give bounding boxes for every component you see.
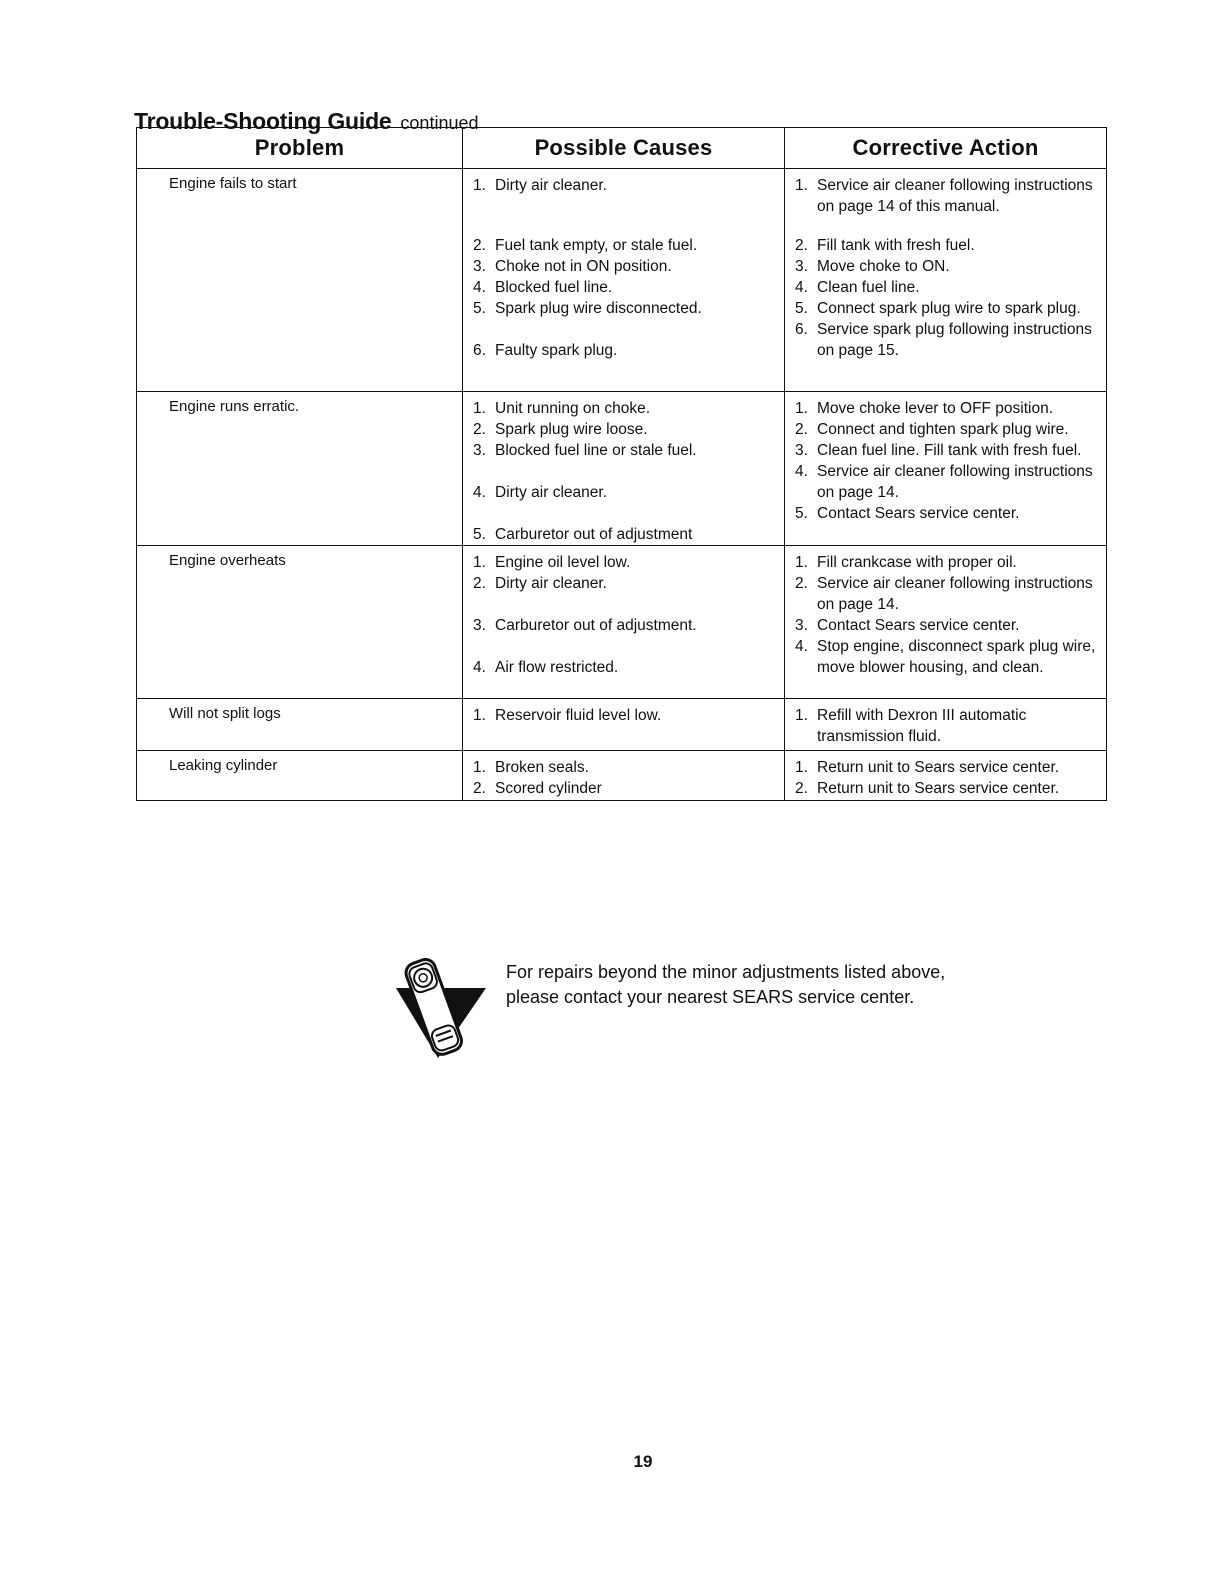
list-item: 3. Move choke to ON. [795, 258, 950, 275]
actions-cell [785, 699, 1107, 751]
list-item: 1. Unit running on choke. [473, 400, 651, 417]
actions-cell [785, 546, 1107, 699]
page-number: 19 [633, 1452, 653, 1471]
list-item: 1. Broken seals. [473, 759, 589, 776]
note-line-1: For repairs beyond the minor adjustments listed above, [506, 962, 946, 982]
causes-cell [463, 751, 785, 801]
list-item: 1. Reservoir fluid level low. [473, 707, 662, 724]
list-item: 4. Dirty air cleaner. [473, 484, 607, 501]
note-line-2: please contact your nearest SEARS service center. [506, 987, 915, 1007]
list-item: 4. Air flow restricted. [473, 659, 619, 676]
list-item: 2. Fuel tank empty, or stale fuel. [473, 237, 698, 254]
list-item: 1. Move choke lever to OFF position. [795, 400, 1054, 417]
actions-cell [785, 392, 1107, 546]
actions-cell [785, 751, 1107, 801]
telephone-handset-icon [392, 950, 492, 1070]
list-item: 4. Clean fuel line. [795, 279, 920, 296]
actions-cell [785, 169, 1107, 392]
list-item: 2. Service air cleaner following instructions on page 14. [795, 575, 1093, 613]
causes-cell [463, 699, 785, 751]
list-item: 4. Blocked fuel line. [473, 279, 613, 296]
causes-cell [463, 392, 785, 546]
list-item: 3. Blocked fuel line or stale fuel. [473, 442, 697, 459]
list-item: 1. Fill crankcase with proper oil. [795, 554, 1017, 571]
troubleshooting-table [136, 127, 1107, 801]
list-item: 2. Dirty air cleaner. [473, 575, 607, 592]
title-main: Trouble-Shooting Guide [134, 108, 392, 134]
list-item: 2. Scored cylinder [473, 780, 602, 797]
list-item: 1. Service air cleaner following instructions on page 14 of this manual. [795, 177, 1093, 215]
list-item: 2. Fill tank with fresh fuel. [795, 237, 975, 254]
problem-cell: Engine runs erratic. [137, 392, 463, 546]
list-item: 3. Choke not in ON position. [473, 258, 672, 275]
causes-cell [463, 546, 785, 699]
causes-cell [463, 169, 785, 392]
table-header-row [137, 128, 1107, 169]
table-row [137, 169, 1107, 392]
list-item: 1. Engine oil level low. [473, 554, 631, 571]
list-item: 2. Return unit to Sears service center. [795, 780, 1060, 797]
title-suffix: continued [400, 113, 479, 133]
column-header-action: Corrective Action [785, 128, 1107, 169]
list-item: 5. Connect spark plug wire to spark plug. [795, 300, 1081, 317]
list-item: 1. Dirty air cleaner. [473, 177, 607, 194]
list-item: 3. Carburetor out of adjustment. [473, 617, 697, 634]
table-row [137, 699, 1107, 751]
list-item: 1. Return unit to Sears service center. [795, 759, 1060, 776]
list-item: 4. Stop engine, disconnect spark plug wire, move blower housing, and clean. [795, 638, 1096, 676]
list-item: 2. Connect and tighten spark plug wire. [795, 421, 1069, 438]
column-header-causes: Possible Causes [463, 128, 785, 169]
table-row [137, 546, 1107, 699]
list-item: 6. Service spark plug following instructions on page 15. [795, 321, 1092, 359]
list-item: 3. Clean fuel line. Fill tank with fresh fuel. [795, 442, 1082, 459]
list-item: 5. Carburetor out of adjustment [473, 526, 693, 543]
table-row [137, 392, 1107, 546]
list-item: 6. Faulty spark plug. [473, 342, 618, 359]
list-item: 4. Service air cleaner following instructions on page 14. [795, 463, 1093, 501]
service-note-text [506, 960, 945, 1010]
problem-cell: Engine overheats [137, 546, 463, 699]
service-note [392, 950, 1092, 1070]
list-item: 5. Spark plug wire disconnected. [473, 300, 702, 317]
problem-cell: Will not split logs [137, 699, 463, 751]
problem-cell: Engine fails to start [137, 169, 463, 392]
list-item: 2. Spark plug wire loose. [473, 421, 648, 438]
list-item: 1. Refill with Dexron III automatic transmission fluid. [795, 707, 1027, 745]
problem-cell: Leaking cylinder [137, 751, 463, 801]
list-item: 3. Contact Sears service center. [795, 617, 1020, 634]
table-row [137, 751, 1107, 801]
list-item: 5. Contact Sears service center. [795, 505, 1020, 522]
column-header-problem: Problem [137, 128, 463, 169]
